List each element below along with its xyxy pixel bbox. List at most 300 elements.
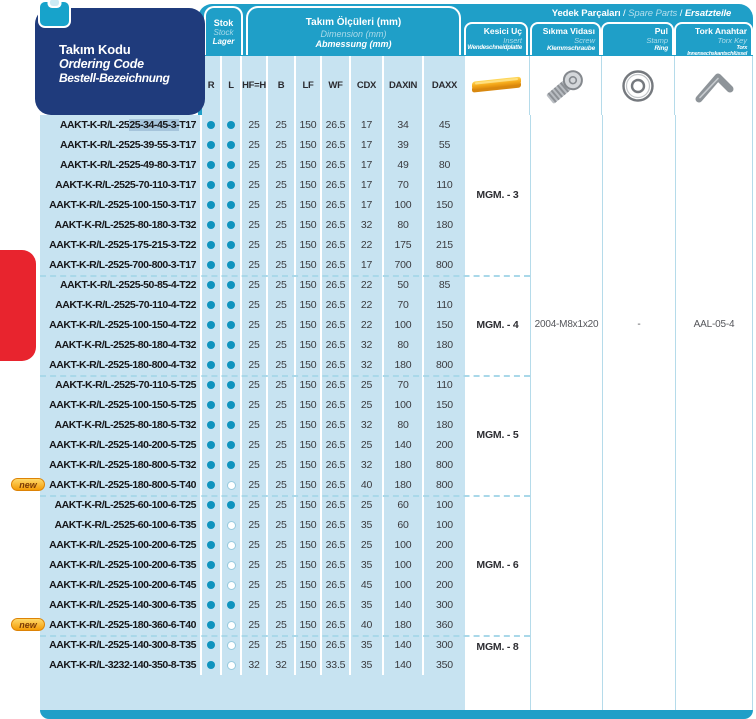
ordering-code-cell[interactable]: AAKT-K-R/L-2525-80-180-3-T32 (40, 215, 202, 235)
dim-value-cell: 150 (296, 175, 322, 195)
code-text: T17 (179, 119, 196, 131)
dim-value-cell: 25 (268, 355, 296, 375)
insert-group-cell: MGM. - 6 (476, 559, 519, 571)
dim-value-cell: 32 (268, 655, 296, 675)
stock-l-cell (222, 435, 242, 455)
ordering-code-cell[interactable]: AAKT-K-R/L-2525-70-110-4-T22 (40, 295, 202, 315)
ordering-code-cell[interactable]: AAKT-K-R/L-2525-60-100-6-T25 (40, 495, 202, 515)
dim-value-cell: 150 (296, 135, 322, 155)
dim-value-cell: 25 (242, 175, 268, 195)
dim-value-cell: 150 (296, 455, 322, 475)
ordering-code-cell[interactable]: AAKT-K-R/L-2525-180-800-4-T32 (40, 355, 202, 375)
dim-value-cell: 150 (436, 319, 453, 331)
dim-value-cell: 110 (436, 379, 453, 391)
dim-value-cell: 25 (268, 255, 296, 275)
dim-value-cell: 25 (242, 615, 268, 635)
dim-value-cell: 150 (296, 655, 322, 675)
dim-value-cell: 150 (296, 595, 322, 615)
dim-value-cell: 150 (296, 315, 322, 335)
new-badge: new (11, 618, 45, 631)
dim-value-cell: 25 (242, 215, 268, 235)
dim-value-cell: 32 (351, 415, 384, 435)
dim-value-cell: 300 (436, 639, 453, 651)
stock-l-cell (222, 235, 242, 255)
dim-value-cell: 32 (351, 455, 384, 475)
dim-value-cell: 140 (384, 595, 424, 615)
group-separator (40, 375, 530, 377)
dim-value-cell: 25 (268, 595, 296, 615)
stock-r-cell (202, 435, 222, 455)
stock-label-en: Stock (213, 27, 234, 37)
stock-dot-filled (207, 361, 215, 369)
ordering-code-cell[interactable]: AAKT-K-R/L-2525-80-180-4-T32 (40, 335, 202, 355)
ordering-code-cell[interactable]: AAKT-K-R/L-2525-100-150-4-T22 (40, 315, 202, 335)
stock-dot-empty (227, 641, 236, 650)
dim-value-cell: 35 (351, 555, 384, 575)
dim-value-cell: 35 (351, 635, 384, 655)
stock-dot-filled (227, 141, 235, 149)
dim-value-cell: 35 (351, 655, 384, 675)
stock-label-de: Lager (212, 36, 235, 46)
dim-value-cell: 35 (351, 595, 384, 615)
dim-value-cell: 25 (242, 415, 268, 435)
dim-value-cell: 800 (436, 459, 453, 471)
stock-dot-filled (227, 341, 235, 349)
stock-l-cell (222, 495, 242, 515)
dim-value-cell: 180 (384, 455, 424, 475)
stock-l-cell (222, 335, 242, 355)
section-tab[interactable] (0, 250, 36, 361)
dim-value-cell: 32 (351, 335, 384, 355)
dim-value-cell: 25 (242, 595, 268, 615)
stock-r-cell (202, 155, 222, 175)
dim-value-cell: 25 (268, 235, 296, 255)
dim-value-cell: 150 (296, 635, 322, 655)
dim-value-cell: 25 (268, 215, 296, 235)
dim-value-cell: 350 (436, 659, 453, 671)
dim-value-cell: 26.5 (322, 495, 351, 515)
dim-value-cell: 26.5 (322, 275, 351, 295)
ordering-code-cell[interactable]: AAKT-K-R/L-2525-180-360-6-T40 (40, 615, 202, 635)
dim-value-cell: 80 (438, 159, 451, 171)
dim-value-cell: 150 (296, 515, 322, 535)
ordering-code-title-en: Ordering Code (59, 57, 144, 71)
insert-group-cell: MGM. - 3 (476, 189, 519, 201)
ordering-code-title-de: Bestell-Bezeichnung (59, 71, 170, 85)
dim-value-cell: 80 (384, 415, 424, 435)
dim-value-cell: 150 (296, 235, 322, 255)
ordering-code-cell[interactable]: AAKT-K-R/L-3232-140-350-8-T35 (40, 655, 202, 675)
stock-dot-empty (227, 481, 236, 490)
stock-dot-filled (227, 161, 235, 169)
ordering-code-cell[interactable]: AAKT-K-R/L-2525-180-800-5-T32 (40, 455, 202, 475)
dim-value-cell: 17 (351, 155, 384, 175)
stock-dot-empty (227, 661, 236, 670)
tag-icon (38, 0, 71, 33)
stock-l-cell (222, 455, 242, 475)
ordering-code-cell[interactable]: AAKT-K-R/L-2525-100-200-6-T35 (40, 555, 202, 575)
dim-value-cell: 26.5 (322, 435, 351, 455)
washer-label-de: Ring (654, 44, 668, 52)
ordering-code-cell[interactable]: AAKT-K-R/L-2525-80-180-5-T32 (40, 415, 202, 435)
washer-column-header (601, 22, 674, 55)
stock-l-cell (222, 475, 242, 495)
stock-dot-filled (207, 281, 215, 289)
dim-value-cell: 150 (296, 355, 322, 375)
dim-value-cell: 150 (296, 215, 322, 235)
dim-value-cell: 40 (351, 615, 384, 635)
dim-value-cell: 40 (351, 475, 384, 495)
stock-r-cell (202, 555, 222, 575)
stock-dot-filled (227, 181, 235, 189)
dim-value-cell: 80 (384, 335, 424, 355)
dim-value-cell: 800 (436, 479, 453, 491)
stock-dot-empty (227, 581, 236, 590)
stock-r-cell (202, 475, 222, 495)
group-separator (40, 635, 530, 637)
dim-value-cell: 26.5 (322, 615, 351, 635)
stock-r-cell (202, 235, 222, 255)
dim-value-cell: 140 (384, 435, 424, 455)
spare-title-en: Spare Parts (628, 8, 678, 19)
dim-value-cell: 25 (268, 175, 296, 195)
stock-l-cell (222, 555, 242, 575)
stock-l-cell (222, 635, 242, 655)
insert-group-cell: MGM. - 8 (476, 641, 519, 653)
stock-r-cell (202, 175, 222, 195)
stock-dot-filled (207, 541, 215, 549)
torx-value: AAL-05-4 (693, 319, 735, 330)
dim-value-cell: 150 (296, 375, 322, 395)
stock-dot-filled (227, 361, 235, 369)
dim-label-wf: WF (322, 56, 351, 115)
ordering-code-cell[interactable]: AAKT-K-R/L-2525-140-300-6-T35 (40, 595, 202, 615)
dim-value-cell: 25 (242, 555, 268, 575)
stock-l-cell (222, 375, 242, 395)
dim-value-cell: 25 (268, 315, 296, 335)
dim-value-cell: 360 (436, 619, 453, 631)
screw-value: 2004-M8x1x20 (534, 319, 599, 330)
dim-value-cell: 150 (296, 495, 322, 515)
dim-value-cell: 25 (268, 515, 296, 535)
torx-label-tr: Tork Anahtar (695, 26, 747, 36)
dim-value-cell: 39 (384, 135, 424, 155)
ordering-code-cell[interactable]: AAKT-K-R/L-2525-700-800-3-T17 (40, 255, 202, 275)
stock-dot-filled (227, 381, 235, 389)
ordering-code-cell[interactable]: AAKT-K-R/L-2525-180-800-5-T40 (40, 475, 202, 495)
dim-value-cell: 215 (436, 239, 453, 251)
dim-label-cdx: CDX (351, 56, 384, 115)
screw-column (530, 115, 602, 710)
stock-l-cell (222, 535, 242, 555)
dim-value-cell: 180 (436, 419, 453, 431)
dim-value-cell: 25 (242, 355, 268, 375)
dim-value-cell: 100 (384, 315, 424, 335)
stock-dot-filled (207, 401, 215, 409)
dim-value-cell: 150 (296, 575, 322, 595)
dim-value-cell: 150 (296, 415, 322, 435)
dim-value-cell: 180 (384, 355, 424, 375)
torx-column (675, 115, 753, 710)
dim-value-cell: 25 (268, 375, 296, 395)
ordering-code-cell[interactable]: AAKT-K-R/L-2525-100-150-3-T17 (40, 195, 202, 215)
stock-r-cell (202, 295, 222, 315)
screw-column-header (530, 22, 601, 55)
dim-value-cell: 25 (242, 275, 268, 295)
dim-value-cell: 70 (384, 375, 424, 395)
stock-label-tr: Stok (213, 18, 234, 28)
dim-value-cell: 26.5 (322, 335, 351, 355)
dim-value-cell: 150 (296, 535, 322, 555)
stock-l-cell (222, 255, 242, 275)
dim-value-cell: 180 (384, 615, 424, 635)
dim-value-cell: 200 (436, 539, 453, 551)
stock-dot-filled (227, 121, 235, 129)
stock-l-cell (222, 595, 242, 615)
dim-value-cell: 60 (384, 495, 424, 515)
dims-label-en: Dimension (mm) (320, 28, 387, 39)
dim-value-cell: 25 (242, 135, 268, 155)
ordering-code-title-tr: Takım Kodu (59, 42, 131, 57)
stock-dot-filled (207, 641, 215, 649)
dim-value-cell: 25 (242, 535, 268, 555)
dim-label-daxx: DAXX (431, 80, 458, 91)
stock-l-cell (222, 135, 242, 155)
dim-value-cell: 25 (268, 195, 296, 215)
dim-value-cell: 25 (268, 475, 296, 495)
dim-value-cell: 25 (242, 235, 268, 255)
dim-label-b: B (268, 56, 296, 115)
dim-value-cell: 26.5 (322, 395, 351, 415)
screw-label-tr: Sıkma Vidası (542, 26, 595, 36)
dim-value-cell: 150 (296, 115, 322, 135)
stock-r-cell (202, 335, 222, 355)
stock-r-cell (202, 255, 222, 275)
dim-value-cell: 55 (438, 139, 451, 151)
spare-parts-title (530, 8, 753, 19)
dim-value-cell: 34 (384, 115, 424, 135)
dim-value-cell: 25 (268, 455, 296, 475)
ordering-code-cell[interactable]: AAKT-K-R/L-2525-70-110-5-T25 (40, 375, 202, 395)
dim-value-cell: 150 (296, 155, 322, 175)
dims-label-tr: Takım Ölçüleri (mm) (305, 17, 402, 28)
ordering-code-cell[interactable]: AAKT-K-R/L-2525-140-300-8-T35 (40, 635, 202, 655)
dim-value-cell: 100 (436, 519, 453, 531)
dim-value-cell: 26.5 (322, 595, 351, 615)
stock-l-cell (222, 275, 242, 295)
dim-value-cell: 26.5 (322, 575, 351, 595)
dim-value-cell: 25 (268, 335, 296, 355)
ordering-code-cell[interactable]: AAKT-K-R/L-2525-175-215-3-T22 (40, 235, 202, 255)
dim-value-cell: 25 (268, 535, 296, 555)
dimension-label-strip (202, 56, 465, 115)
dim-value-cell: 150 (296, 275, 322, 295)
dim-value-cell: 35 (351, 515, 384, 535)
dim-value-cell: 25 (242, 435, 268, 455)
washer-column (602, 115, 675, 710)
ordering-code-cell[interactable]: AAKT-K-R/L-2525-100-200-6-T25 (40, 535, 202, 555)
dim-value-cell: 70 (384, 175, 424, 195)
stock-l-cell (222, 355, 242, 375)
dim-value-cell: 25 (242, 155, 268, 175)
dim-value-cell: 150 (296, 555, 322, 575)
stock-l-cell (222, 575, 242, 595)
dim-value-cell: 26.5 (322, 475, 351, 495)
dim-value-cell: 25 (242, 115, 268, 135)
stock-dot-filled (207, 201, 215, 209)
ordering-code-cell[interactable]: AAKT-K-R/L-2525-50-85-4-T22 (40, 275, 202, 295)
stock-dot-filled (207, 121, 215, 129)
dim-value-cell: 25 (268, 635, 296, 655)
stock-l-cell (222, 615, 242, 635)
stock-l-cell (222, 215, 242, 235)
spare-title-sep1: / (620, 8, 629, 19)
stock-dot-filled (207, 301, 215, 309)
spare-title-tr: Yedek Parçaları (551, 8, 621, 19)
dim-value-cell: 22 (351, 275, 384, 295)
stock-r-cell (202, 195, 222, 215)
torx-label-en: Torx Key (717, 35, 747, 45)
dim-value-cell: 25 (268, 615, 296, 635)
dim-value-cell: 110 (436, 179, 453, 191)
dim-value-cell: 150 (436, 399, 453, 411)
group-separator (40, 495, 530, 497)
dim-value-cell: 25 (351, 535, 384, 555)
dim-value-cell: 200 (436, 579, 453, 591)
stock-r-cell (202, 215, 222, 235)
dim-value-cell: 26.5 (322, 415, 351, 435)
insert-group-cell: MGM. - 5 (476, 429, 519, 441)
dim-value-cell: 45 (438, 119, 451, 131)
new-badge: new (11, 478, 45, 491)
stock-dot-filled (207, 521, 215, 529)
stock-dot-filled (207, 241, 215, 249)
stock-r-cell (202, 455, 222, 475)
stock-r-cell (202, 535, 222, 555)
stock-l-cell (222, 195, 242, 215)
stock-l-cell (222, 415, 242, 435)
insert-icon (465, 56, 530, 115)
torx-label-de: Torx Innensechskantschlüssel (687, 44, 747, 55)
stock-l-cell (222, 655, 242, 675)
insert-label-tr: Kesici Uç (483, 26, 522, 36)
dim-value-cell: 26.5 (322, 115, 351, 135)
screw-label-de: Klemmschraube (547, 44, 595, 52)
stock-r-cell (202, 635, 222, 655)
stock-dot-filled (227, 601, 235, 609)
dim-value-cell: 100 (384, 395, 424, 415)
dim-value-cell: 25 (242, 255, 268, 275)
dim-value-cell: 25 (351, 435, 384, 455)
stock-dot-filled (207, 561, 215, 569)
torx-column-header (674, 22, 753, 55)
ordering-code-cell[interactable]: AAKT-K-R/L-2525-60-100-6-T35 (40, 515, 202, 535)
dim-value-cell: 80 (384, 215, 424, 235)
stock-r-cell (202, 315, 222, 335)
dim-value-cell: 100 (384, 575, 424, 595)
stock-r-cell (202, 575, 222, 595)
stock-dot-filled (207, 581, 215, 589)
ordering-code-cell[interactable]: AAKT-K-R/L-2525-100-200-6-T45 (40, 575, 202, 595)
insert-label-de: Wendeschneidplatte (467, 44, 522, 51)
table-body-left (40, 115, 465, 710)
stock-dot-filled (207, 441, 215, 449)
selection-highlight: 25-34-45-3- (129, 119, 180, 131)
dim-value-cell: 25 (242, 395, 268, 415)
dim-value-cell: 26.5 (322, 535, 351, 555)
stock-r-cell (202, 355, 222, 375)
stock-dot-filled (207, 501, 215, 509)
dim-value-cell: 17 (351, 135, 384, 155)
dim-label-l: L (222, 56, 242, 115)
dim-value-cell: 70 (384, 295, 424, 315)
ordering-code-cell[interactable]: AAKT-K-R/L-2525-70-110-3-T17 (40, 175, 202, 195)
stock-r-cell (202, 655, 222, 675)
dim-value-cell: 32 (351, 355, 384, 375)
insert-column (465, 115, 530, 710)
washer-value: - (637, 319, 641, 330)
dim-value-cell: 25 (268, 415, 296, 435)
stock-dot-empty (227, 521, 236, 530)
dim-value-cell: 175 (384, 235, 424, 255)
stock-dot-filled (227, 501, 235, 509)
stock-l-cell (222, 395, 242, 415)
dim-value-cell: 25 (268, 555, 296, 575)
spare-icon-strip (465, 56, 753, 115)
dim-value-cell: 25 (268, 435, 296, 455)
ordering-code-cell[interactable]: AAKT-K-R/L-2525-100-150-5-T25 (40, 395, 202, 415)
dim-value-cell: 25 (268, 395, 296, 415)
stock-dot-filled (227, 421, 235, 429)
dim-value-cell: 26.5 (322, 635, 351, 655)
dim-value-cell: 22 (351, 295, 384, 315)
dim-value-cell: 26.5 (322, 375, 351, 395)
dim-value-cell: 700 (384, 255, 424, 275)
dim-value-cell: 26.5 (322, 355, 351, 375)
dim-value-cell: 300 (436, 599, 453, 611)
spare-title-de: Ersatzteile (684, 8, 732, 19)
torx-key-icon (675, 56, 753, 115)
stock-dot-filled (207, 621, 215, 629)
dim-value-cell: 25 (242, 315, 268, 335)
dim-value-cell: 150 (296, 395, 322, 415)
stock-column-header (204, 6, 243, 55)
screw-icon (530, 56, 602, 115)
stock-dot-filled (227, 441, 235, 449)
dim-value-cell: 26.5 (322, 455, 351, 475)
dim-value-cell: 22 (351, 315, 384, 335)
dim-value-cell: 180 (436, 219, 453, 231)
ordering-code-cell[interactable]: AAKT-K-R/L-2525-39-55-3-T17 (40, 135, 202, 155)
stock-dot-filled (227, 321, 235, 329)
stock-r-cell (202, 615, 222, 635)
stock-l-cell (222, 115, 242, 135)
dim-value-cell: 150 (296, 255, 322, 275)
stock-r-cell (202, 495, 222, 515)
ordering-code-cell[interactable]: AAKT-K-R/L-2525-49-80-3-T17 (40, 155, 202, 175)
ordering-code-cell[interactable]: AAKT-K-R/L-2525-140-200-5-T25 (40, 435, 202, 455)
dim-value-cell: 25 (242, 495, 268, 515)
ordering-code-cell[interactable] (40, 115, 202, 135)
dim-value-cell: 800 (436, 259, 453, 271)
stock-dot-filled (207, 601, 215, 609)
dim-value-cell: 26.5 (322, 175, 351, 195)
stock-dot-filled (227, 461, 235, 469)
washer-label-en: Stamp (646, 35, 668, 45)
dim-value-cell: 22 (351, 235, 384, 255)
stock-dot-filled (207, 141, 215, 149)
dimensions-column-header (246, 6, 461, 55)
